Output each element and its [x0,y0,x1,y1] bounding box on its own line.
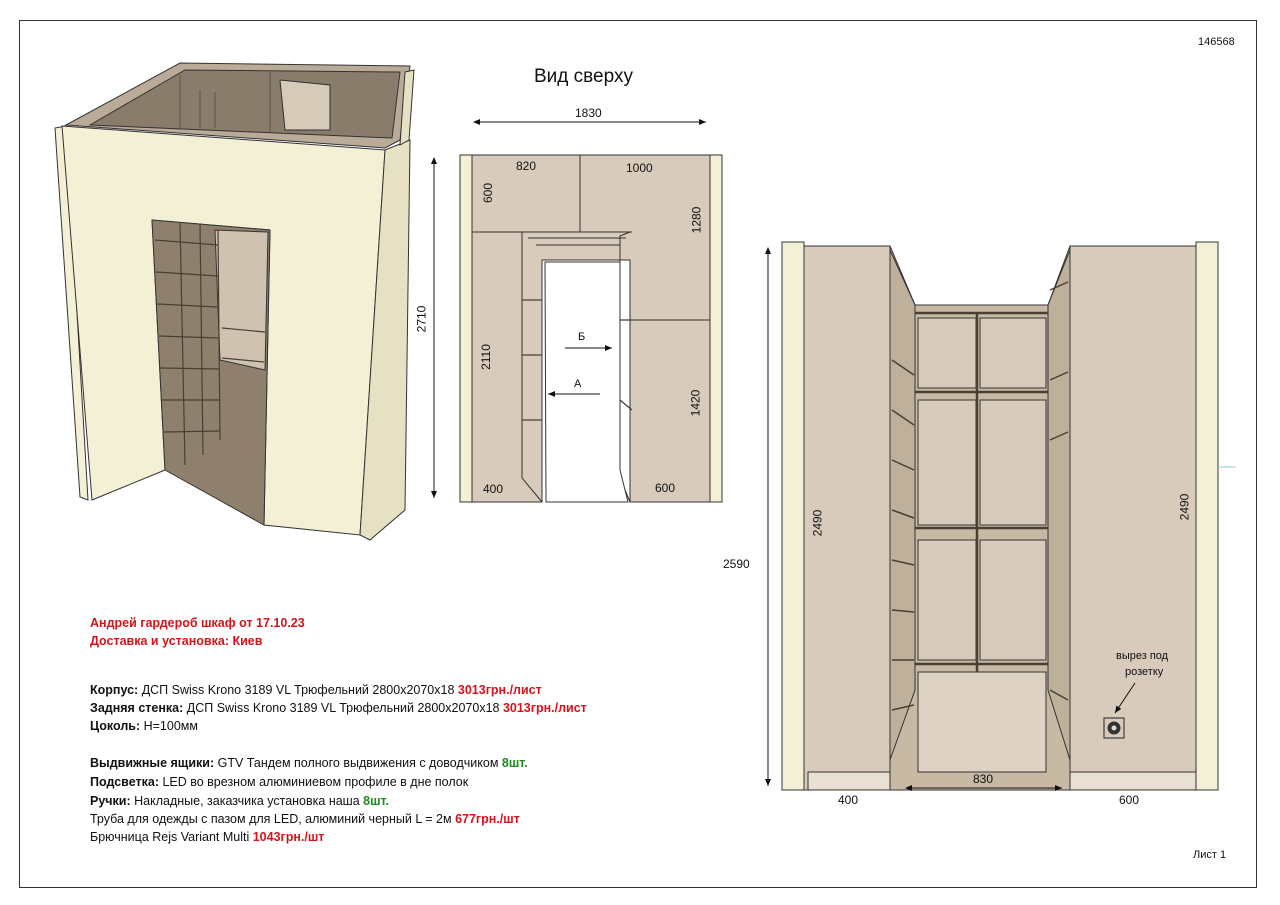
spec-korpus-text: ДСП Swiss Krono 3189 VL Трюфельний 2800х2070х18 [138,683,458,697]
top-view-plan [460,155,722,502]
front-elevation [782,242,1218,790]
spec-clothes-rail [90,812,520,826]
spec-plinth [90,719,198,733]
dim-right-depth-top: 1280 [689,206,704,234]
dim-total-width: 1830 [575,106,602,120]
socket-note-line2: розетку [1125,666,1164,678]
spec-trouser-price: 1043грн./шт [252,830,325,844]
spec-drawers-qty: 8шт. [501,756,528,770]
spec-lighting [90,775,468,789]
dim-opening-width: 830 [973,772,994,786]
dim-left-bottom: 400 [483,482,504,496]
spec-handles-qty: 8шт. [363,794,390,808]
dim-front-right-bottom: 600 [1119,793,1140,807]
spec-trouser-text: Брючница Rejs Variant Multi [90,830,253,844]
view-a-label: А [574,378,582,390]
spec-back-price: 3013грн./лист [502,701,587,715]
sheet-label: Лист 1 [1193,849,1227,861]
spec-back-wall [90,701,587,715]
spec-rail-text: Труба для одежды с пазом для LED, алюминий черный L = 2м [90,812,456,826]
dim-right-side: 1420 [688,389,703,417]
view-b-label: Б [578,331,586,343]
spec-plinth-text: Н=100мм [140,719,198,733]
dim-front-left-bottom: 400 [838,793,859,807]
spec-trouser-rack [90,830,324,844]
spec-plinth-label: Цоколь: [90,719,141,733]
spec-light-label: Подсветка: [90,775,159,789]
sheet-number: 146568 [1198,36,1235,48]
perspective-view [55,63,414,540]
spec-handles [90,794,389,808]
top-view-title: Вид сверху [534,66,633,87]
spec-light-text: LED во врезном алюминиевом профиле в дне полок [158,775,469,789]
spec-korpus-price: 3013грн./лист [457,683,542,697]
dim-right-panel-height: 2490 [1177,493,1192,521]
socket-note-line1: вырез под [1116,650,1169,662]
spec-back-label: Задняя стенка: [90,701,184,715]
spec-handles-text: Накладные, заказчика установка наша [130,794,364,808]
dim-left-top: 820 [516,159,537,173]
order-title: Андрей гардероб шкаф от 17.10.23 [90,616,305,630]
spec-handles-label: Ручки: [90,794,131,808]
dim-left-depth-top: 600 [481,182,496,204]
dim-right-bottom: 600 [655,481,676,495]
dim-left-panel-height: 2490 [810,509,825,537]
spec-korpus [90,683,542,697]
spec-rail-price: 677грн./шт [455,812,520,826]
dim-total-depth: 2710 [414,305,429,333]
spec-back-text: ДСП Swiss Krono 3189 VL Трюфельний 2800х2070х18 [183,701,503,715]
delivery-line: Доставка и установка: Киев [90,634,263,648]
dim-front-height: 2590 [723,557,750,571]
dim-left-side: 2110 [478,344,493,370]
spec-drawers-text: GTV Тандем полного выдвижения с доводчиком [214,756,502,770]
spec-korpus-label: Корпус: [90,683,139,697]
spec-drawers [90,756,528,770]
spec-drawers-label: Выдвижные ящики: [90,756,215,770]
dim-right-top: 1000 [626,161,653,175]
